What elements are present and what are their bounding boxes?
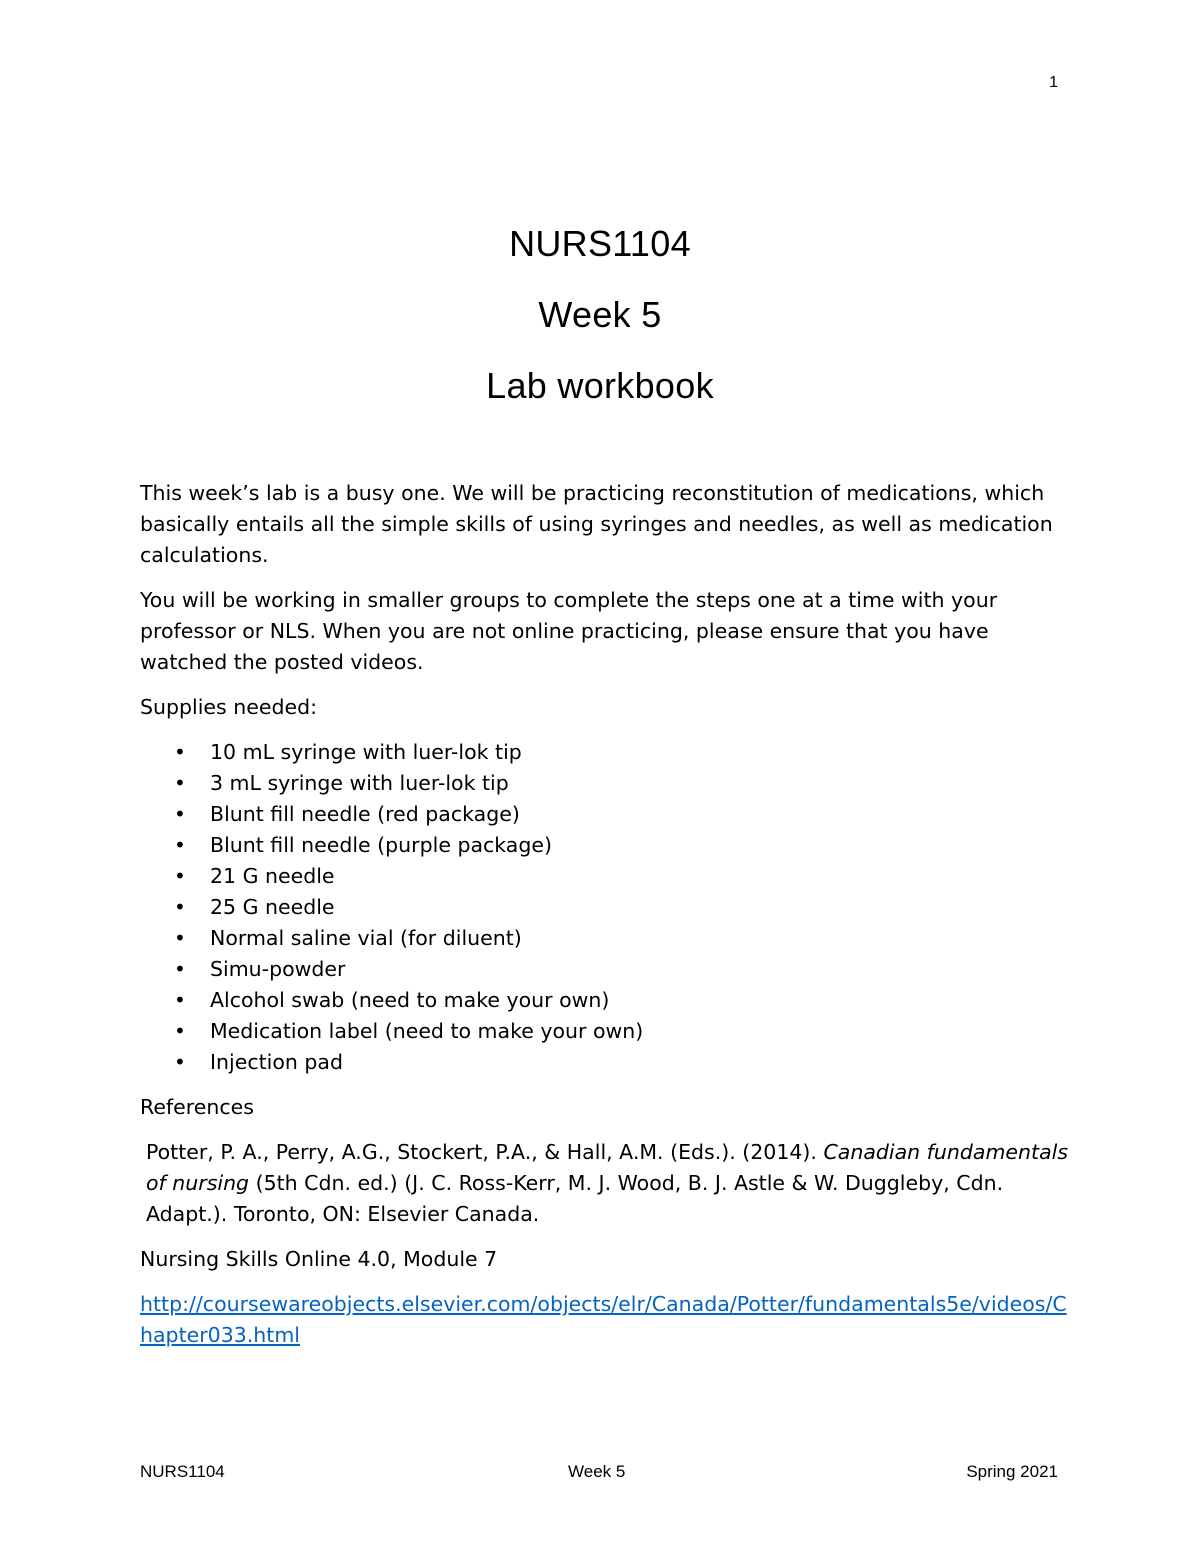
- supply-item: • 3 mL syringe with luer-lok tip: [140, 768, 1070, 799]
- citation-book-title: Canadian fundamentals of nursing: [146, 1140, 1069, 1195]
- page-number: 1: [1049, 74, 1058, 91]
- supply-item: • Alcohol swab (need to make your own): [140, 985, 1070, 1016]
- citation-authors: Potter, P. A., Perry, A.G., Stockert, P.A., & Hall, A.M. (Eds.). (2014).: [146, 1140, 824, 1164]
- footer-term: Spring 2021: [966, 1462, 1058, 1481]
- supplies-list: [140, 737, 1070, 1078]
- document-subtitle: Lab workbook: [486, 365, 714, 406]
- supply-item: • Blunt fill needle (purple package): [140, 830, 1070, 861]
- reference-citation: [140, 1137, 1070, 1230]
- week-title: Week 5: [538, 294, 662, 335]
- references-heading: References: [140, 1095, 254, 1119]
- reference-url-link[interactable]: http://coursewareobjects.elsevier.com/objects/elr/Canada/Potter/fundamentals5e/videos/Chapter033.html: [140, 1292, 1067, 1347]
- course-title: NURS1104: [509, 223, 691, 264]
- supply-item: • Injection pad: [140, 1047, 1070, 1078]
- intro-paragraph-2: You will be working in smaller groups to complete the steps one at a time with your professor or NLS. When you are not online practicing, please ensure that you have watched the posted videos.: [140, 588, 998, 674]
- page-footer: [140, 1462, 1058, 1486]
- supply-item: • Medication label (need to make your own): [140, 1016, 1070, 1047]
- supply-item: • 21 G needle: [140, 861, 1070, 892]
- intro-paragraph-1: This week’s lab is a busy one. We will be practicing reconstitution of medications, which basically entails all the simple skills of using syringes and needles, as well as medication calculations.: [140, 481, 1053, 567]
- supply-item: • 25 G needle: [140, 892, 1070, 923]
- footer-week: Week 5: [568, 1462, 626, 1481]
- citation-details: (5th Cdn. ed.) (J. C. Ross-Kerr, M. J. Wood, B. J. Astle & W. Duggleby, Cdn. Adapt.). Toronto, ON: Elsevier Canada.: [146, 1171, 1004, 1226]
- supply-item: • Normal saline vial (for diluent): [140, 923, 1070, 954]
- supplies-heading: Supplies needed:: [140, 695, 317, 719]
- nursing-skills-reference: Nursing Skills Online 4.0, Module 7: [140, 1247, 498, 1271]
- supply-item: • Simu-powder: [140, 954, 1070, 985]
- supply-item: • 10 mL syringe with luer-lok tip: [140, 737, 1070, 768]
- main-content: [140, 478, 1070, 1365]
- supply-item: • Blunt fill needle (red package): [140, 799, 1070, 830]
- reference-link-paragraph: [140, 1289, 1070, 1351]
- title-block: [0, 222, 1200, 435]
- footer-course: NURS1104: [140, 1462, 225, 1481]
